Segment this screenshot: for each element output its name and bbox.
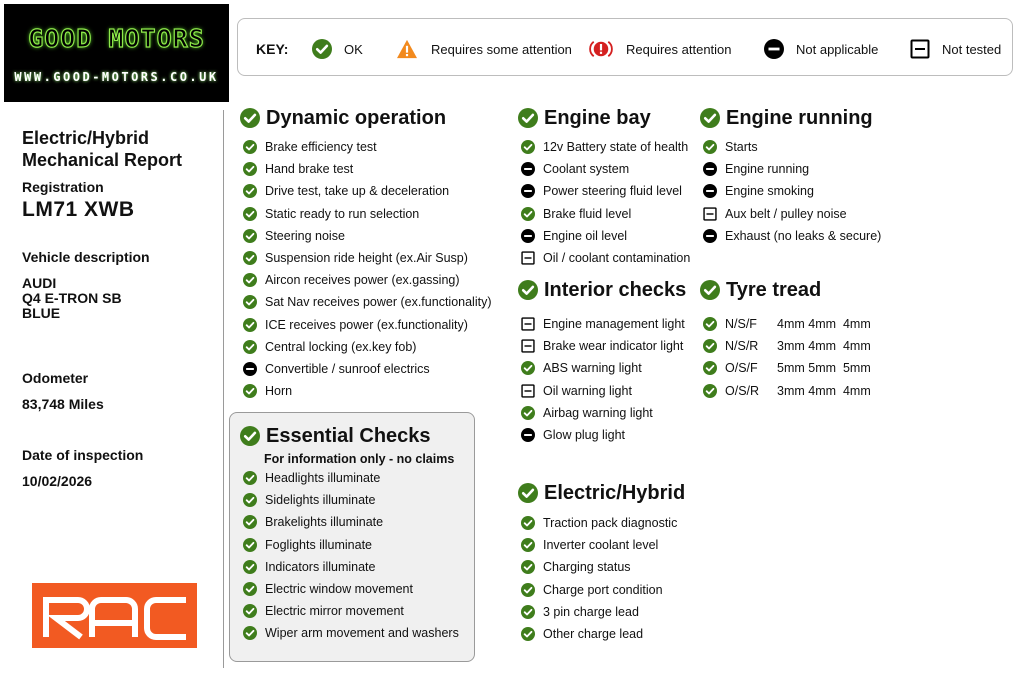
check-item-label: Engine oil level xyxy=(543,228,628,243)
ok-icon xyxy=(243,604,257,618)
ok-icon xyxy=(243,273,257,287)
section-engine-running xyxy=(700,105,873,131)
tyre-position: N/S/R xyxy=(725,339,759,354)
check-item-label: Starts xyxy=(725,140,758,155)
check-item-label: Glow plug light xyxy=(543,428,625,443)
not-applicable-icon xyxy=(521,162,535,176)
ok-icon xyxy=(240,426,260,446)
vehicle-make: AUDI xyxy=(22,275,57,291)
tyre-readings: 5mm 5mm 5mm xyxy=(777,361,871,376)
check-item-label: Power steering fluid level xyxy=(543,184,682,199)
ok-icon xyxy=(521,560,535,574)
tyre-position: N/S/F xyxy=(725,317,757,332)
warning-icon xyxy=(395,39,419,59)
check-item xyxy=(243,511,459,533)
check-item xyxy=(521,623,677,645)
check-item xyxy=(243,578,459,600)
not-tested-icon xyxy=(521,317,535,331)
key-title: KEY: xyxy=(256,41,289,57)
tyre-tread-list xyxy=(703,313,871,402)
essential-checks-subtitle: For information only - no claims xyxy=(264,452,455,466)
alert-icon xyxy=(588,39,614,59)
ok-icon xyxy=(243,515,257,529)
key-item-ok xyxy=(312,37,363,61)
tyre-row xyxy=(703,335,871,357)
ok-icon xyxy=(243,493,257,507)
key-item-warning xyxy=(395,37,572,61)
check-item xyxy=(243,136,491,158)
check-item-label: Inverter coolant level xyxy=(543,538,659,553)
not-applicable-icon xyxy=(703,162,717,176)
check-item xyxy=(521,380,685,402)
check-item xyxy=(243,158,491,180)
ok-icon xyxy=(240,108,260,128)
not-applicable-icon xyxy=(521,428,535,442)
check-item xyxy=(243,203,491,225)
check-item xyxy=(703,180,881,202)
section-electric-hybrid xyxy=(518,480,685,506)
key-label-warning: Requires some attention xyxy=(431,41,572,57)
interior-checks-list xyxy=(521,313,685,446)
check-item xyxy=(243,269,491,291)
check-item xyxy=(243,600,459,622)
check-item xyxy=(243,556,459,578)
essential-checks-list xyxy=(243,467,459,645)
ok-icon xyxy=(703,140,717,154)
check-item-label: Traction pack diagnostic xyxy=(543,516,678,531)
ok-icon xyxy=(518,483,538,503)
section-title: Tyre tread xyxy=(726,278,822,301)
ok-icon xyxy=(521,207,535,221)
check-item-label: ICE receives power (ex.functionality) xyxy=(265,317,468,332)
check-item xyxy=(521,180,690,202)
ok-icon xyxy=(703,384,717,398)
check-item-label: 3 pin charge lead xyxy=(543,604,639,619)
not-applicable-icon xyxy=(521,229,535,243)
check-item-label: Convertible / sunroof electrics xyxy=(265,361,430,376)
check-item-label: 12v Battery state of health xyxy=(543,140,689,155)
ok-icon xyxy=(703,317,717,331)
check-item xyxy=(521,579,677,601)
check-item-label: ABS warning light xyxy=(543,361,642,376)
check-item-label: Other charge lead xyxy=(543,627,644,642)
key-label-not-tested: Not tested xyxy=(942,41,1002,57)
ok-icon xyxy=(243,582,257,596)
check-item xyxy=(243,291,491,313)
section-title: Electric/Hybrid xyxy=(544,481,686,504)
engine-running-list xyxy=(703,136,881,247)
check-item xyxy=(521,534,677,556)
section-title: Engine bay xyxy=(544,106,651,129)
check-item xyxy=(243,467,459,489)
check-item xyxy=(521,247,690,269)
check-item-label: Central locking (ex.key fob) xyxy=(265,339,417,354)
check-item xyxy=(243,380,491,402)
check-item-label: Suspension ride height (ex.Air Susp) xyxy=(265,251,468,266)
section-tyre-tread xyxy=(700,277,821,303)
odometer-value: 83,748 Miles xyxy=(22,396,104,412)
not-applicable-icon xyxy=(703,229,717,243)
tyre-position: O/S/R xyxy=(725,383,760,398)
check-item xyxy=(243,314,491,336)
ok-icon xyxy=(521,361,535,375)
electric-hybrid-list xyxy=(521,512,677,645)
section-title: Engine running xyxy=(726,106,873,129)
not-tested-icon xyxy=(521,339,535,353)
ok-icon xyxy=(312,39,332,59)
ok-icon xyxy=(243,162,257,176)
vehicle-description-label: Vehicle description xyxy=(22,249,150,265)
check-item-label: Foglights illuminate xyxy=(265,537,372,552)
vehicle-model: Q4 E-TRON SB xyxy=(22,290,122,306)
ok-icon xyxy=(243,229,257,243)
check-item xyxy=(521,313,685,335)
engine-bay-list xyxy=(521,136,690,269)
key-item-alert xyxy=(588,37,732,61)
check-item-label: Brake wear indicator light xyxy=(543,339,684,354)
check-item xyxy=(243,225,491,247)
check-item-label: Indicators illuminate xyxy=(265,559,376,574)
inspection-date-value: 10/02/2026 xyxy=(22,473,93,489)
section-engine-bay xyxy=(518,105,651,131)
key-label-not-applicable: Not applicable xyxy=(796,41,879,57)
check-item-label: Airbag warning light xyxy=(543,405,653,420)
tyre-position: O/S/F xyxy=(725,361,758,376)
check-item xyxy=(521,203,690,225)
ok-icon xyxy=(703,339,717,353)
ok-icon xyxy=(700,280,720,300)
key-label-alert: Requires attention xyxy=(626,41,732,57)
not-applicable-icon xyxy=(243,362,257,376)
ok-icon xyxy=(243,318,257,332)
check-item-label: Headlights illuminate xyxy=(265,471,381,486)
check-item-label: Sat Nav receives power (ex.functionality) xyxy=(265,295,492,310)
tyre-readings: 3mm 4mm 4mm xyxy=(777,339,871,354)
vehicle-colour: BLUE xyxy=(22,305,61,321)
not-tested-icon xyxy=(521,384,535,398)
key-legend xyxy=(237,18,1013,76)
ok-icon xyxy=(243,207,257,221)
check-item-label: Brakelights illuminate xyxy=(265,515,384,530)
section-interior-checks xyxy=(518,277,686,303)
ok-icon xyxy=(243,340,257,354)
check-item-label: Engine running xyxy=(725,162,810,177)
check-item xyxy=(243,358,491,380)
report-title-line1: Electric/Hybrid xyxy=(22,128,150,148)
section-title: Interior checks xyxy=(544,278,687,301)
ok-icon xyxy=(703,361,717,375)
check-item xyxy=(243,247,491,269)
not-tested-icon xyxy=(521,251,535,265)
check-item-label: Electric mirror movement xyxy=(265,604,404,619)
tyre-row xyxy=(703,380,871,402)
vehicle-description xyxy=(22,276,122,321)
check-item-label: Static ready to run selection xyxy=(265,206,420,221)
check-item xyxy=(703,225,881,247)
ok-icon xyxy=(243,184,257,198)
ok-icon xyxy=(518,280,538,300)
tyre-readings: 4mm 4mm 4mm xyxy=(777,317,871,332)
check-item-label: Oil / coolant contamination xyxy=(543,251,691,266)
check-item xyxy=(521,424,685,446)
section-title: Essential Checks xyxy=(266,424,431,447)
check-item xyxy=(703,158,881,180)
not-applicable-icon xyxy=(764,39,784,59)
check-item-label: Electric window movement xyxy=(265,582,413,597)
rac-logo xyxy=(32,583,197,648)
check-item xyxy=(243,180,491,202)
check-item xyxy=(521,225,690,247)
section-essential-checks xyxy=(240,423,431,449)
logo-url: WWW.GOOD-MOTORS.CO.UK xyxy=(14,70,219,84)
ok-icon xyxy=(521,583,535,597)
key-label-ok: OK xyxy=(344,41,363,57)
check-item xyxy=(243,534,459,556)
check-item-label: Exhaust (no leaks & secure) xyxy=(725,228,882,243)
check-item-label: Wiper arm movement and washers xyxy=(265,626,459,641)
key-item-not-applicable xyxy=(764,37,878,61)
check-item xyxy=(521,158,690,180)
check-item-label: Brake fluid level xyxy=(543,206,632,221)
ok-icon xyxy=(243,384,257,398)
not-tested-icon xyxy=(703,207,717,221)
section-title: Dynamic operation xyxy=(266,106,447,129)
ok-icon xyxy=(521,140,535,154)
ok-icon xyxy=(243,295,257,309)
check-item-label: Hand brake test xyxy=(265,162,354,177)
check-item xyxy=(521,402,685,424)
ok-icon xyxy=(243,471,257,485)
not-tested-icon xyxy=(910,39,930,59)
check-item-label: Coolant system xyxy=(543,162,630,177)
check-item-label: Brake efficiency test xyxy=(265,140,377,155)
dynamic-operation-list xyxy=(243,136,491,402)
check-item-label: Sidelights illuminate xyxy=(265,493,376,508)
check-item-label: Drive test, take up & deceleration xyxy=(265,184,450,199)
check-item xyxy=(703,203,881,225)
ok-icon xyxy=(518,108,538,128)
check-item-label: Engine management light xyxy=(543,317,685,332)
rac-text xyxy=(32,648,33,649)
check-item xyxy=(521,335,685,357)
check-item xyxy=(243,489,459,511)
ok-icon xyxy=(243,626,257,640)
ok-icon xyxy=(700,108,720,128)
check-item xyxy=(521,601,677,623)
ok-icon xyxy=(243,251,257,265)
check-item xyxy=(521,136,690,158)
not-applicable-icon xyxy=(521,184,535,198)
ok-icon xyxy=(521,605,535,619)
ok-icon xyxy=(243,140,257,154)
check-item xyxy=(243,336,491,358)
check-item-label: Oil warning light xyxy=(543,383,632,398)
check-item-label: Engine smoking xyxy=(725,184,814,199)
check-item xyxy=(521,512,677,534)
key-item-not-tested xyxy=(910,37,1001,61)
ok-icon xyxy=(521,516,535,530)
report-title xyxy=(22,127,182,171)
section-dynamic-operation xyxy=(240,105,446,131)
check-item xyxy=(243,622,459,644)
report-title-line2: Mechanical Report xyxy=(22,150,183,170)
good-motors-logo xyxy=(4,4,229,102)
check-item-label: Aircon receives power (ex.gassing) xyxy=(265,273,460,288)
ok-icon xyxy=(521,627,535,641)
check-item xyxy=(703,136,881,158)
check-item-label: Horn xyxy=(265,384,293,399)
tyre-readings: 3mm 4mm 4mm xyxy=(777,383,871,398)
inspection-date-label: Date of inspection xyxy=(22,447,144,463)
check-item-label: Aux belt / pulley noise xyxy=(725,206,847,221)
check-item xyxy=(521,556,677,578)
tyre-row xyxy=(703,313,871,335)
registration-label: Registration xyxy=(22,179,104,195)
registration-value: LM71 XWB xyxy=(22,198,135,221)
tyre-row xyxy=(703,357,871,379)
ok-icon xyxy=(243,538,257,552)
check-item-label: Steering noise xyxy=(265,228,345,243)
check-item xyxy=(521,357,685,379)
logo-title: GOOD MOTORS xyxy=(28,24,205,53)
vertical-divider xyxy=(223,110,224,668)
check-item-label: Charge port condition xyxy=(543,582,663,597)
ok-icon xyxy=(521,538,535,552)
ok-icon xyxy=(521,406,535,420)
check-item-label: Charging status xyxy=(543,560,631,575)
odometer-label: Odometer xyxy=(22,370,89,386)
ok-icon xyxy=(243,560,257,574)
not-applicable-icon xyxy=(703,184,717,198)
